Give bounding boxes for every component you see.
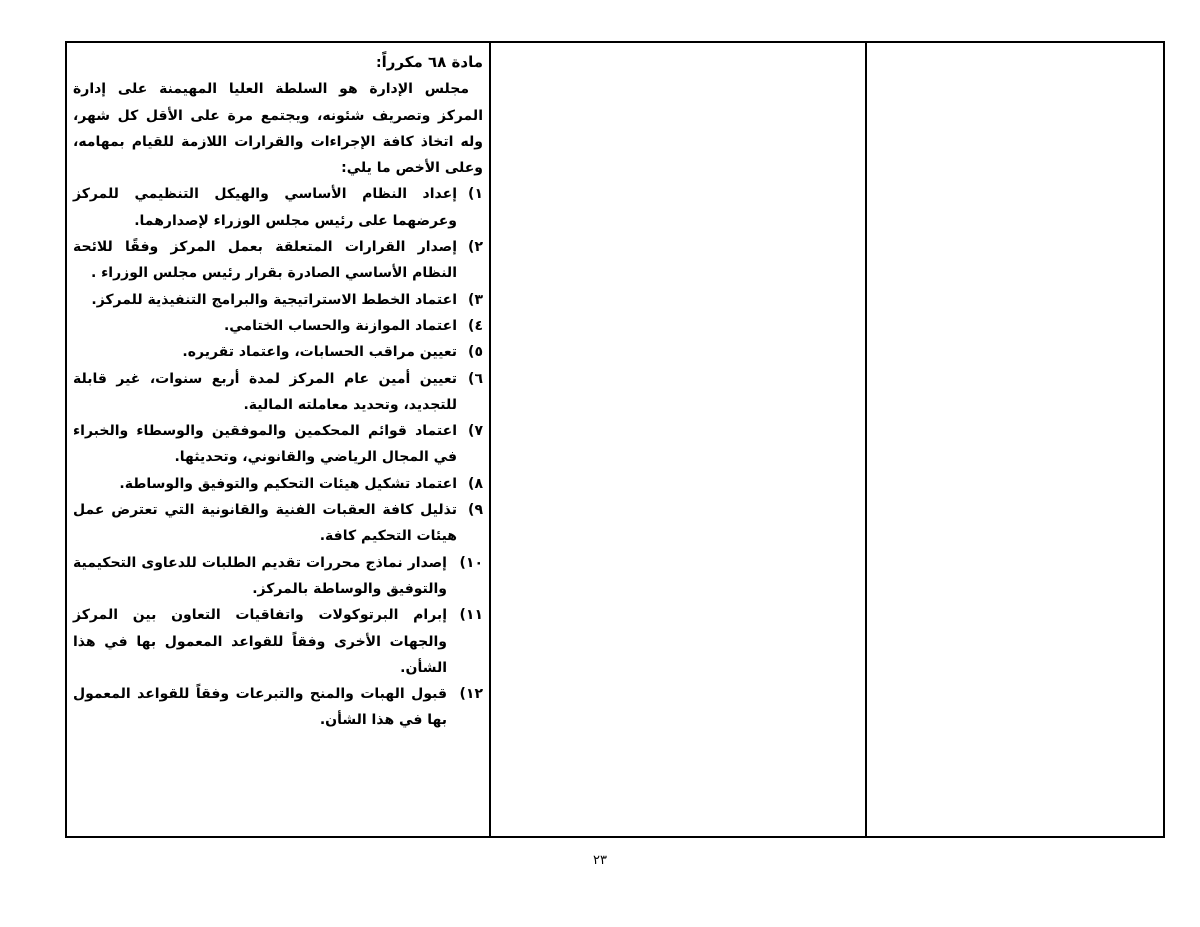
column-divider [489, 43, 491, 836]
item-text: إعداد النظام الأساسي والهيكل التنظيمي للمركز وعرضهما على رئيس مجلس الوزراء لإصدارهما. [73, 186, 457, 229]
list-item [73, 418, 483, 471]
list-item [73, 366, 483, 419]
item-text: اعتماد قوائم المحكمين والموفقين والوسطاء والخبراء في المجال الرياضي والقانوني، وتحديثها. [73, 423, 457, 466]
item-number: ٦) [468, 370, 483, 387]
item-number: ١٠) [459, 554, 483, 571]
article-text-cell [73, 49, 483, 734]
item-text: إبرام البرتوكولات واتفاقيات التعاون بين المركز والجهات الأخرى وفقاً للقواعد المعمول بها في هذا الشأن. [73, 607, 447, 676]
list-item [73, 313, 483, 339]
item-number: ٣) [468, 291, 483, 308]
item-text: إصدار القرارات المتعلقة بعمل المركز وفقًا للائحة النظام الأساسي الصادرة بقرار رئيس مجلس الوزراء . [73, 239, 457, 282]
item-number: ٩) [468, 502, 483, 519]
item-number: ١١) [459, 607, 483, 624]
item-text: اعتماد تشكيل هيئات التحكيم والتوفيق والوساطة. [119, 475, 457, 492]
page-number: ٢٣ [593, 853, 607, 868]
article-title: مادة ٦٨ مكرراً [381, 53, 483, 71]
column-divider [865, 43, 867, 836]
item-text: تعيين مراقب الحسابات، واعتماد تقريره. [182, 344, 457, 361]
item-text: اعتماد الموازنة والحساب الختامي. [223, 317, 457, 334]
item-number: ٥) [468, 344, 483, 361]
article-items-list [73, 181, 483, 733]
list-item [73, 497, 483, 550]
item-number: ٨) [468, 475, 483, 492]
item-text: اعتماد الخطط الاستراتيجية والبرامج التنفيذية للمركز. [91, 291, 457, 308]
item-number: ٧) [468, 423, 483, 440]
list-item [73, 181, 483, 234]
item-number: ١٢) [459, 686, 483, 703]
list-item [73, 234, 483, 287]
list-item [73, 681, 483, 734]
article-heading [73, 49, 483, 76]
article-intro: مجلس الإدارة هو السلطة العليا المهيمنة على إدارة المركز وتصريف شئونه، ويجتمع مرة على الأقل كل شهر، وله اتخاذ كافة الإجراءات والقرارات اللازمة للقيام بمهامه، وعلى الأخص ما يلي: [73, 81, 483, 177]
list-item [73, 287, 483, 313]
item-number: ٢) [468, 239, 483, 256]
list-item [73, 602, 483, 681]
item-text: تعيين أمين عام المركز لمدة أربع سنوات، غير قابلة للتجديد، وتحديد معاملته المالية. [73, 370, 457, 413]
list-item [73, 550, 483, 603]
item-text: قبول الهبات والمنح والتبرعات وفقاً للقواعد المعمول بها في هذا الشأن. [73, 686, 447, 729]
comparison-table [65, 41, 1165, 838]
list-item [73, 471, 483, 497]
list-item [73, 339, 483, 365]
title-colon: : [376, 55, 382, 71]
item-number: ١) [468, 186, 483, 203]
item-text: إصدار نماذج محررات تقديم الطلبات للدعاوى التحكيمية والتوفيق والوساطة بالمركز. [73, 554, 447, 597]
item-number: ٤) [468, 317, 483, 334]
item-text: تذليل كافة العقبات الفنية والقانونية التي تعترض عمل هيئات التحكيم كافة. [73, 502, 457, 545]
